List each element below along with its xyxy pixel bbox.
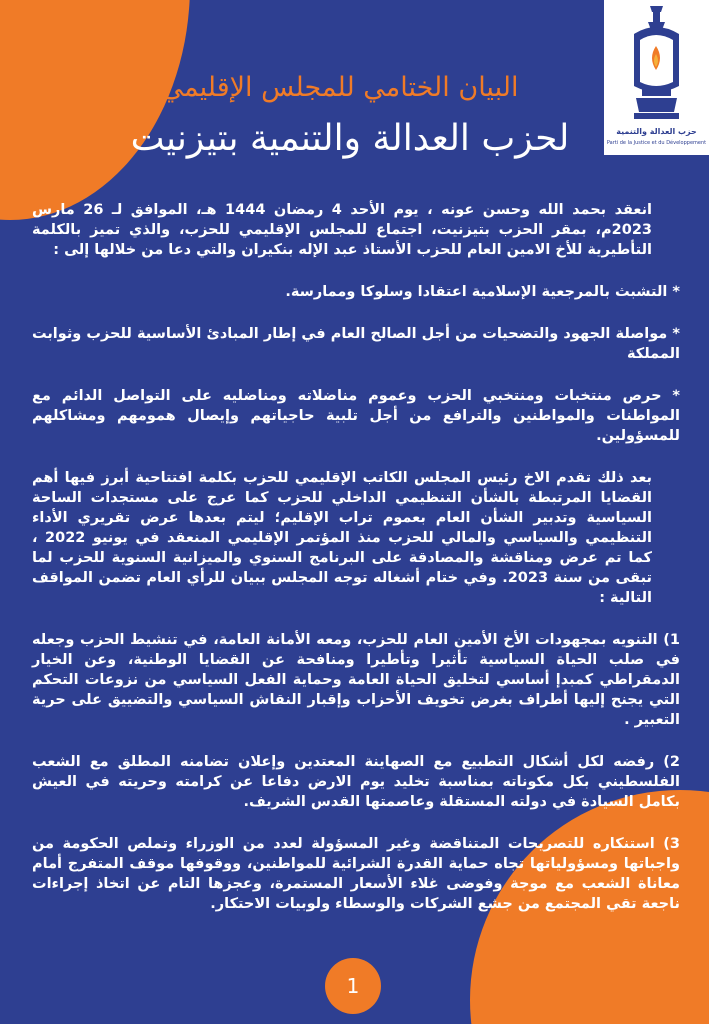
page-number: 1 — [325, 958, 381, 1014]
bullet-item: * حرص منتخبات ومنتخبي الحزب وعموم مناضلاته ومناضليه على التواصل الدائم مع المواطنات والمواطنين والترافع من أجل تلبية حاجياتهم وإيصال همومهم ومشاكلهم للمسؤولين. — [32, 388, 680, 444]
bullet-item: * مواصلة الجهود والتضحيات من أجل الصالح العام في إطار المبادئ الأساسية للحزب وثوابت المملكة — [32, 326, 680, 362]
decorative-orange-shape-top — [0, 0, 190, 220]
lantern-logo-icon — [604, 0, 709, 125]
middle-paragraph: بعد ذلك تقدم الاخ رئيس المجلس الكاتب الإقليمي للحزب بكلمة افتتاحية أبرز فيها أهم القضايا المرتبطة بالشأن التنظيمي الداخلي للحزب كما عرج على مستجدات الساحة السياسية وتدبير الشأن العام بعموم تراب الإقليم؛ ليتم بعدها عرض تقريري الأداء التنظيمي والسياسي والمالي للحزب منذ المؤتمر الإقليمي المنعقد في يونيو 2022 ، كما تم عرض ومناقشة والمصادقة على البرنامج السنوي والميزانية السنوية للحزب لما تبقى من سنة 2023. وفي ختام أشغاله توجه المجلس ببيان للرأي العام تضمن المواقف التالية : — [32, 470, 652, 606]
position-item: 2) رفضه لكل أشكال التطبيع مع الصهاينة المعتدين وإعلان تضامنه المطلق مع الشعب الفلسطيني بكل مكوناته بمناسبة تخليد يوم الارض دفاعا عن كرامته وحريته في العيش بكامل السيادة في دولته المستقلة وعاصمتها القدس الشريف. — [32, 754, 680, 810]
position-item: 3) استنكاره للتصريحات المتناقضة وغير المسؤولة لعدد من الوزراء وتملص الحكومة من واجباتها ومسؤولياتها تجاه حماية القدرة الشرائية للمواطنين، ووقوفها موقف المتفرج أمام معاناة الشعب مع موجة وفوضى غلاء الأسعار المستمرة، وعجزها التام عن اتخاذ إجراءات ناجعة تقي المجتمع من جشع الشركات والوسطاء ولوبيات الاحتكار. — [32, 836, 680, 912]
party-logo — [604, 0, 709, 155]
statement-body — [32, 200, 680, 914]
logo-name-french: Parti de la Justice et du Développement — [606, 140, 707, 146]
document-subtitle: لحزب العدالة والتنمية بتيزنيت — [130, 118, 570, 159]
logo-name-arabic: حزب العدالة والتنمية — [616, 127, 697, 136]
intro-paragraph: انعقد بحمد الله وحسن عونه ، يوم الأحد 4 رمضان 1444 هـ، الموافق لـ 26 مارس 2023م، بمقر الحزب بتيزنيت، اجتماع للمجلس الإقليمي للحزب، والذي تميز بالكلمة التأطيرية للأخ الامين العام للحزب الأستاذ عبد الإله بنكيران والتي دعا من خلالها إلى : — [32, 202, 653, 258]
bullet-item: * التشبث بالمرجعية الإسلامية اعتقادا وسلوكا وممارسة. — [285, 284, 680, 300]
document-title: البيان الختامي للمجلس الإقليمي — [161, 72, 519, 103]
position-item: 1) التنويه بمجهودات الأخ الأمين العام للحزب، ومعه الأمانة العامة، في تنشيط الحزب وجعله في صلب الحياة السياسية تأثيرا وتأطيرا ومنافحة عن القضايا الوطنية، وعن الخيار الدمقراطي كمبدإ أساسي لتخليق الحياة العامة وحماية الفعل السياسي من نزوعات التحكم التي يجنح إليها أطراف بغرض تخويف الأحزاب وإقبار النقاش السياسي والتضييق على حرية التعبير . — [32, 632, 680, 728]
